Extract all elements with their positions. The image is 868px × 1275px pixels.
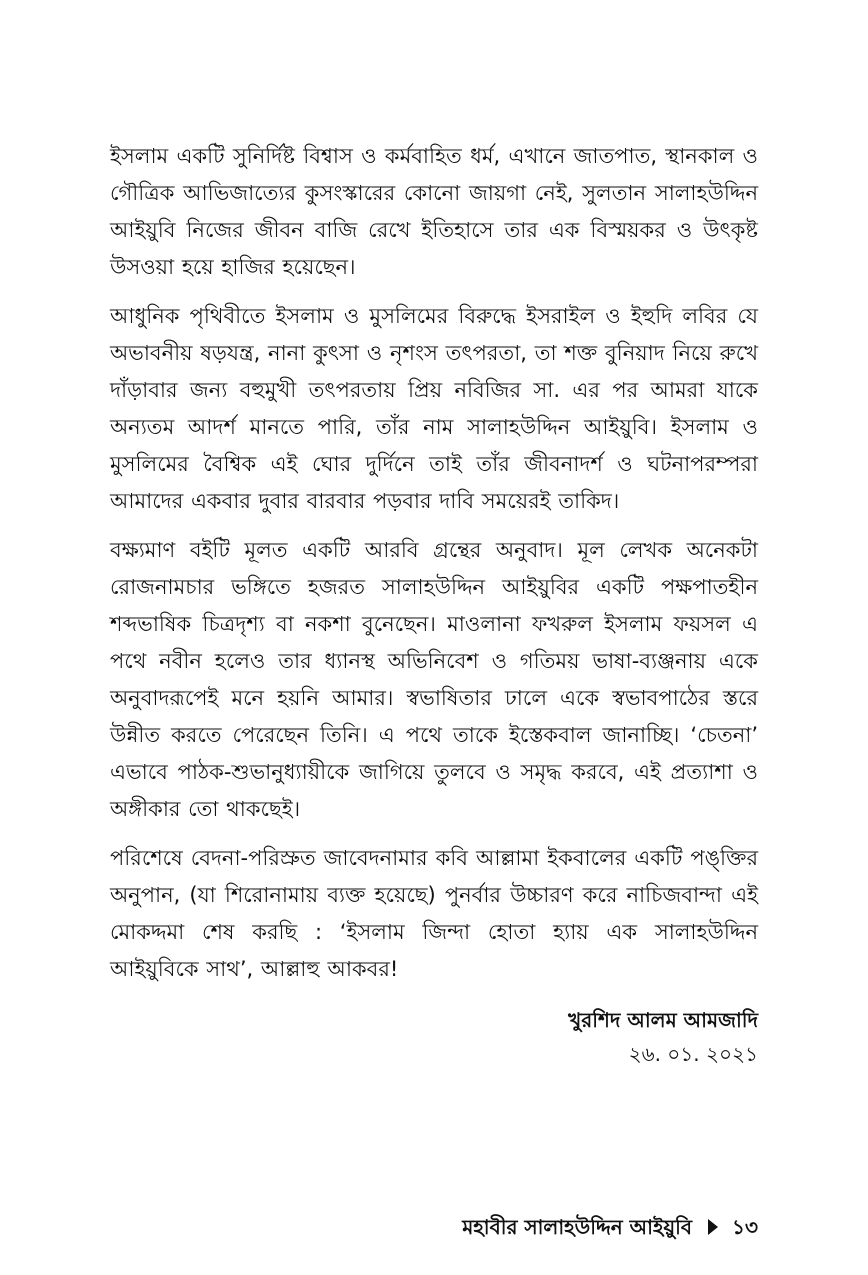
preface-body xyxy=(110,138,758,1000)
signature-block xyxy=(110,1003,758,1071)
paragraph-modern-world: আধুনিক পৃথিবীতে ইসলাম ও মুসলিমের বিরুদ্ধে ইসরাইল ও ইহুদি লবির যে অভাবনীয় ষড়যন্ত্র, নানা কুৎসা ও নৃশংস তৎপরতা, তা শক্ত বুনিয়াদ নিয়ে রুখে দাঁড়াবার জন্য বহুমুখী তৎপরতায় প্রিয় নবিজির সা. এর পর আমরা যাকে অন্যতম আদর্শ মানতে পারি, তাঁর নাম সালাহউদ্দিন আইয়ুবি। ইসলাম ও মুসলিমের বৈশ্বিক এই ঘোর দুর্দিনে তাই তাঁর জীবনাদর্শ ও ঘটনাপরম্পরা আমাদের একবার দুবার বারবার পড়বার দাবি সময়েরই তাকিদ। xyxy=(110,304,758,513)
paragraph-islam-intro: ইসলাম একটি সুনির্দিষ্ট বিশ্বাস ও কর্মবাহিত ধর্ম, এখানে জাতপাত, স্থানকাল ও গৌত্রিক আভিজাত্যের কুসংস্কারের কোনো জায়গা নেই, সুলতান সালাহউদ্দিন আইয়ুবি নিজের জীবন বাজি রেখে ইতিহাসে তার এক বিস্ময়কর ও উৎকৃষ্ট উসওয়া হয়ে হাজির হয়েছেন। xyxy=(110,144,758,279)
author-name: খুরশিদ আলম আমজাদি xyxy=(568,1008,758,1032)
signature-date: ২৬. ০১. ২০২১ xyxy=(628,1042,758,1066)
page-number: ১৩ xyxy=(732,1215,758,1239)
running-footer xyxy=(462,1211,758,1243)
paragraph-about-book: বক্ষ্যমাণ বইটি মূলত একটি আরবি গ্রন্থের অনুবাদ। মূল লেখক অনেকটা রোজনামচার ভঙ্গিতে হজরত সালাহউদ্দিন আইয়ুবির একটি পক্ষপাতহীন শব্দভাষিক চিত্রদৃশ্য বা নকশা বুনেছেন। মাওলানা ফখরুল ইসলাম ফয়সল এ পথে নবীন হলেও তার ধ্যানস্থ অভিনিবেশ ও গতিময় ভাষা-ব্যঞ্জনায় একে অনুবাদরূপেই মনে হয়নি আমার। স্বভাষিতার ঢালে একে স্বভাবপাঠের স্তরে উন্নীত করতে পেরেছেন তিনি। এ পথে তাকে ইস্তেকবাল জানাচ্ছি। ‘চেতনা’ এভাবে পাঠক-শুভানুধ্যায়ীকে জাগিয়ে তুলবে ও সমৃদ্ধ করবে, এই প্রত্যাশা ও অঙ্গীকার তো থাকছেই। xyxy=(110,538,758,821)
paragraph-conclusion: পরিশেষে বেদনা-পরিস্রুত জাবেদনামার কবি আল্লামা ইকবালের একটি পঙ্‌ক্তির অনুপান, (যা শিরোনামায় ব্যক্ত হয়েছে) পুনর্বার উচ্চারণ করে নাচিজবান্দা এই মোকদ্দমা শেষ করছি : ‘ইসলাম জিন্দা হোতা হ্যায় এক সালাহউদ্দিন আইয়ুবিকে সাথ’, আল্লাহু আকবর! xyxy=(110,846,758,981)
footer-book-title: মহাবীর সালাহউদ্দিন আইয়ুবি xyxy=(462,1215,693,1239)
play-triangle-icon xyxy=(708,1219,718,1235)
